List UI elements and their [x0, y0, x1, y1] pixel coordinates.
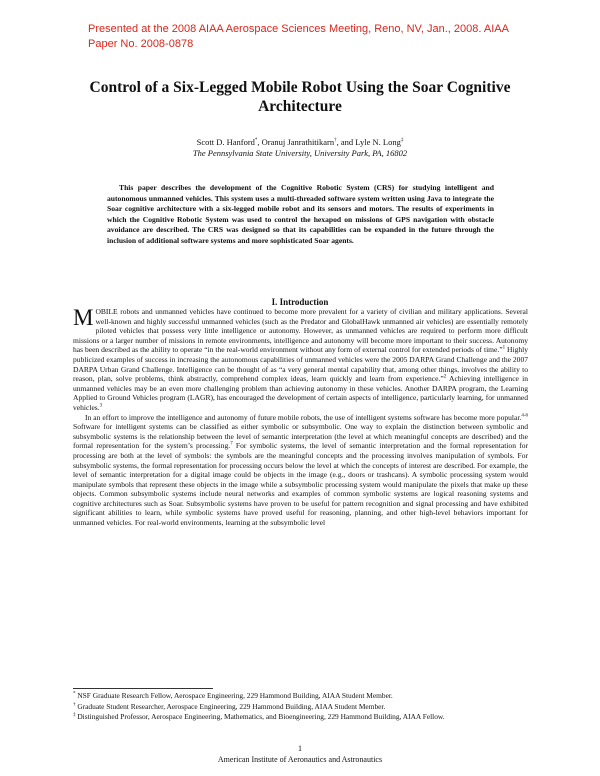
footnote-divider: [73, 688, 213, 689]
citation: 2: [443, 374, 447, 380]
footnote-2: [73, 702, 528, 713]
paper-title: Control of a Six-Legged Mobile Robot Using the Soar Cognitive Architecture: [89, 79, 511, 115]
author-separator: ,: [257, 137, 262, 147]
footnote-text: Graduate Student Researcher, Aerospace Engineering, 229 Hammond Building, AIAA Student Member.: [75, 701, 386, 711]
author-1: Scott D. Hanford: [196, 137, 255, 147]
paragraph-text: OBILE robots and unmanned vehicles have continued to become more prevalent for a variety of civilian and military applications. Several well-known and highly successful unmanned vehicles (such as the Predator and GlobalHawk unmanned air vehicles) are essentially remotely piloted vehicles that possess very little intelligence or autonomy. However, as unmanned vehicles are required to perform more difficult missions or a larger number of missions in remote environments, intelligence and autonomy will become more important to their success. Autonomy has been described as the ability to operate “in the real-world environment without any form of external control for extended periods of time.”: [73, 307, 528, 355]
affiliation: The Pennsylvania State University, University Park, PA, 16802: [192, 148, 408, 158]
paragraph-text: Software for intelligent systems can be classified as either symbolic or subsymbolic. One way to explain the distinction between symbolic and subsymbolic systems is the relationship between the level of semantic interpretation (the level at which meaningful concepts are described) and the formal representation for the system’s processing.: [73, 422, 528, 451]
page-footer: American Institute of Aeronautics and Astronautics: [217, 755, 383, 764]
footnote-3: [73, 712, 528, 723]
paragraph-text: Highly publicized examples of success in increasing the autonomous capabilities of unmanned vehicles were the 2005 DARPA Grand Challenge and the 2007 DARPA Urban Grand Challenge. Intelligence can be thought of as “a very general mental capability that, among other things, involves the ability to reason, plan, solve problems, think abstractly, comprehend complex ideas, learn quickly and learn from experience.”: [73, 345, 528, 384]
author-1-mark: *: [254, 138, 258, 144]
footnote-mark: *: [73, 691, 76, 697]
paragraph-text: Achieving intelligence in unmanned vehicles may be an even more challenging problem than achieving autonomy in these vehicles. Another DARPA program, the Learning Applied to Ground Vehicles program (LAGR), has encouraged the development of certain aspects of intelligence, particularly learning, for unmanned vehicles.: [73, 374, 528, 412]
author-line: [60, 137, 540, 148]
author-separator: , and: [336, 137, 356, 147]
author-2-mark: †: [334, 138, 337, 144]
intro-paragraph-1: [73, 307, 528, 413]
footnote-1: [73, 691, 528, 702]
footnote-mark: ‡: [73, 712, 76, 718]
abstract: [107, 183, 494, 247]
intro-paragraph-2: [73, 413, 528, 528]
citation: 1: [502, 345, 506, 351]
footnote-mark: †: [73, 702, 76, 708]
citation: 3: [99, 403, 103, 409]
citation: 4-6: [521, 413, 528, 419]
presented-note: Presented at the 2008 AIAA Aerospace Sciences Meeting, Reno, NV, Jan., 2008. AIAA Paper No. 2008-0878: [88, 23, 509, 50]
paragraph-text: For symbolic systems, the level of semantic interpretation and the formal representation for processing are both at the level of symbols: the symbols are the meaningful concepts and the processing involves manipulation of symbols. For subsymbolic systems, the formal representation for processing occurs below the level at which the concepts of interest are described. For example, the level of semantic interpretation for a digital image could be objects in the image (e.g., doors or trashcans). A symbolic processing system would manipulate symbols that represent these objects in the image while a subsymbolic processing system would manipulate the pixels that make up these objects. Common subsymbolic systems include neural networks and examples of common symbolic systems are logical reasoning systems and cognitive architectures such as Soar. Subsymbolic systems have proven to be useful for pattern recognition and signal processing and have exhibited significant abilities to learn, while symbolic systems have proved useful for reasoning, planning, and other high-level behaviors important for unmanned vehicles. For real-world environments, learning at the subsymbolic level: [73, 441, 528, 528]
footnotes: [73, 691, 528, 723]
abstract-text: This paper describes the development of the Cognitive Robotic System (CRS) for studying intelligent and autonomous unmanned vehicles. This system uses a multi-threaded software system written using Java to integrate the Soar cognitive architecture with a six-legged mobile robot and its sensors and motors. The results of experiments in which the Cognitive Robotic System was used to control the hexapod on missions of GPS navigation with obstacle avoidance are described. The CRS was designed so that its capabilities can be expanded in the future through the inclusion of additional software systems and more sophisticated Soar agents.: [107, 183, 494, 245]
section-heading-introduction: I. Introduction: [271, 297, 329, 307]
footnote-text: Distinguished Professor, Aerospace Engineering, Mathematics, and Bioengineering, 229 Hammond Building, AIAA Fellow.: [75, 712, 445, 721]
page-number: 1: [298, 744, 302, 753]
footnote-text: NSF Graduate Research Fellow, Aerospace Engineering, 229 Hammond Building, AIAA Student Member.: [75, 691, 393, 700]
author-2: Oranuj Janrathitikarn: [261, 137, 335, 147]
author-3: Lyle N. Long: [355, 137, 401, 147]
drop-cap: M: [73, 305, 94, 330]
author-3-mark: ‡: [400, 138, 404, 144]
citation: 7: [230, 441, 233, 447]
introduction-body: [73, 307, 528, 528]
paragraph-text: In an effort to improve the intelligence and autonomy of future mobile robots, the use of intelligent systems software has become more popular.: [85, 412, 522, 422]
